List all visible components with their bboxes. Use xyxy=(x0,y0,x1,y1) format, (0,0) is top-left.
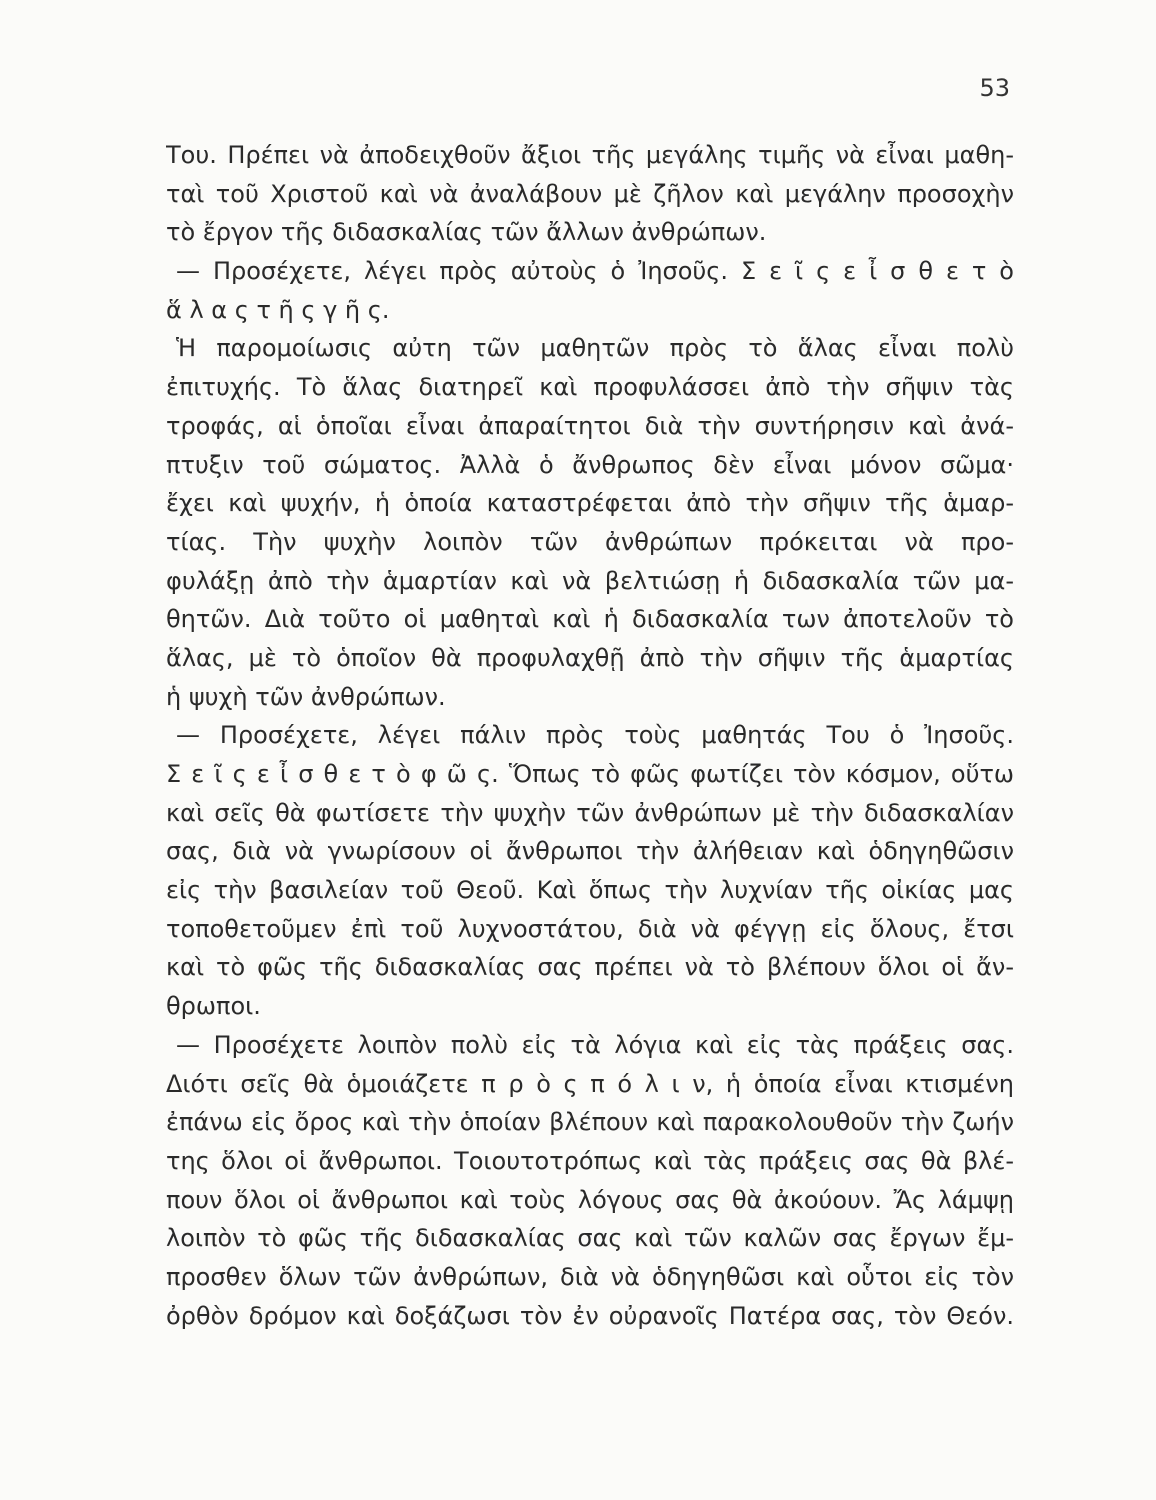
text-line: τροφάς, αἱ ὁποῖαι εἶναι ἀπαραίτητοι διὰ τὴν συντήρησιν καὶ ἀνά- xyxy=(166,411,1014,440)
text-line: τοποθετοῦμεν ἐπὶ τοῦ λυχνοστάτου, διὰ νὰ φέγγῃ εἰς ὅλους, ἔτσι xyxy=(166,914,1014,943)
text-line: ὀρθὸν δρόμον καὶ δοξάζωσι τὸν ἐν οὐρανοῖς Πατέρα σας, τὸν Θεόν. xyxy=(166,1301,1014,1330)
text-line: φυλάξῃ ἀπὸ τὴν ἁμαρτίαν καὶ νὰ βελτιώσῃ ἡ διδασκαλία τῶν μα- xyxy=(166,566,1014,595)
body-text xyxy=(166,136,1014,1335)
text-line: Ἡ παρομοίωσις αὐτη τῶν μαθητῶν πρὸς τὸ ἅλας εἶναι πολὺ xyxy=(176,334,1014,363)
text-line: της ὅλοι οἱ ἄνθρωποι. Τοιουτοτρόπως καὶ τὰς πράξεις σας θὰ βλέ- xyxy=(166,1146,1014,1175)
text-line: πουν ὅλοι οἱ ἄνθρωποι καὶ τοὺς λόγους σας θὰ ἀκούουν. Ἄς λάμψῃ xyxy=(166,1185,1014,1214)
text-line: τίας. Τὴν ψυχὴν λοιπὸν τῶν ἀνθρώπων πρόκειται νὰ προ- xyxy=(166,527,1014,556)
text-line: πτυξιν τοῦ σώματος. Ἀλλὰ ὁ ἄνθρωπος δὲν εἶναι μόνον σῶμα· xyxy=(166,450,1014,479)
text-line: — Προσέχετε λοιπὸν πολὺ εἰς τὰ λόγια καὶ εἰς τὰς πράξεις σας. xyxy=(176,1030,1014,1059)
text-line: καὶ τὸ φῶς τῆς διδασκαλίας σας πρέπει νὰ τὸ βλέπουν ὅλοι οἱ ἄν- xyxy=(166,953,1014,982)
text-line: ἐπάνω εἰς ὄρος καὶ τὴν ὁποίαν βλέπουν καὶ παρακολουθοῦν τὴν ζωήν xyxy=(166,1108,1014,1137)
text-line: προσθεν ὅλων τῶν ἀνθρώπων, διὰ νὰ ὁδηγηθῶσι καὶ οὗτοι εἰς τὸν xyxy=(166,1262,1014,1291)
text-line: ἔχει καὶ ψυχήν, ἡ ὁποία καταστρέφεται ἀπὸ τὴν σῆψιν τῆς ἁμαρ- xyxy=(166,489,1014,518)
text-line: λοιπὸν τὸ φῶς τῆς διδασκαλίας σας καὶ τῶν καλῶν σας ἔργων ἔμ- xyxy=(166,1224,1014,1253)
text-line: ταὶ τοῦ Χριστοῦ καὶ νὰ ἀναλάβουν μὲ ζῆλον καὶ μεγάλην προσοχὴν xyxy=(166,179,1014,208)
text-line: εἰς τὴν βασιλείαν τοῦ Θεοῦ. Καὶ ὅπως τὴν λυχνίαν τῆς οἰκίας μας xyxy=(166,876,1014,905)
text-line: Του. Πρέπει νὰ ἀποδειχθοῦν ἄξιοι τῆς μεγάλης τιμῆς νὰ εἶναι μαθη- xyxy=(166,141,1014,169)
text-line: Διότι σεῖς θὰ ὁμοιάζετε π ρ ὸ ς π ό λ ι ν, ἡ ὁποία εἶναι κτισμένη xyxy=(166,1069,1014,1098)
text-line: Σ ε ῖ ς ε ἶ σ θ ε τ ὸ φ ῶ ς. Ὅπως τὸ φῶς φωτίζει τὸν κόσμον, οὕτω xyxy=(166,760,1014,788)
text-line: θρωποι. xyxy=(166,992,261,1021)
text-line: — Προσέχετε, λέγει πάλιν πρὸς τοὺς μαθητάς Του ὁ Ἰησοῦς. xyxy=(176,721,1014,750)
text-line: ἡ ψυχὴ τῶν ἀνθρώπων. xyxy=(166,682,446,711)
text-line: — Προσέχετε, λέγει πρὸς αὐτοὺς ὁ Ἰησοῦς. Σ ε ῖ ς ε ἶ σ θ ε τ ὸ xyxy=(176,257,1014,286)
text-line: σας, διὰ νὰ γνωρίσουν οἱ ἄνθρωποι τὴν ἀλήθειαν καὶ ὁδηγηθῶσιν xyxy=(166,837,1014,866)
text-line: καὶ σεῖς θὰ φωτίσετε τὴν ψυχὴν τῶν ἀνθρώπων μὲ τὴν διδασκαλίαν xyxy=(166,798,1014,827)
page-number: 53 xyxy=(979,74,1010,102)
text-line: ἐπιτυχής. Τὸ ἅλας διατηρεῖ καὶ προφυλάσσει ἀπὸ τὴν σῆψιν τὰς xyxy=(166,373,1014,402)
text-line: ἅλας, μὲ τὸ ὁποῖον θὰ προφυλαχθῇ ἀπὸ τὴν σῆψιν τῆς ἁμαρτίας xyxy=(166,643,1014,672)
text-line: ἅ λ α ς τ ῆ ς γ ῆ ς. xyxy=(166,295,390,324)
text-line: τὸ ἔργον τῆς διδασκαλίας τῶν ἄλλων ἀνθρώπων. xyxy=(166,218,767,247)
text-line: θητῶν. Διὰ τοῦτο οἱ μαθηταὶ καὶ ἡ διδασκαλία των ἀποτελοῦν τὸ xyxy=(166,605,1014,634)
